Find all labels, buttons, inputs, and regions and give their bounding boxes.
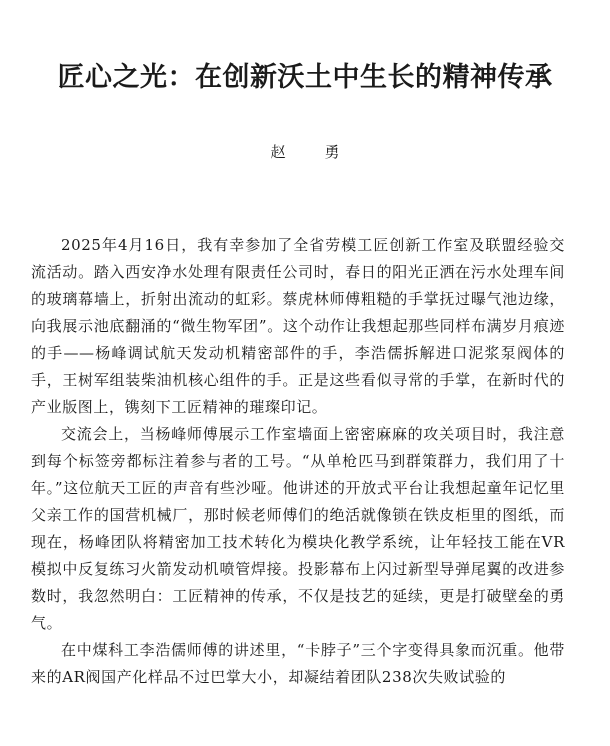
body-paragraph-2: 交流会上，当杨峰师傅展示工作室墙面上密密麻麻的攻关项目时，我注意到每个标签旁都标注着参与者的工号。“从单枪匹马到群策群力，我们用了十年。”这位航天工匠的声音有些沙哑。他讲述的开放式平台让我想起童年记忆里父亲工作的国营机械厂，那时候老师傅们的绝活就像锁在铁皮柜里的图纸，而现在，杨峰团队将精密加工技术转化为模块化教学系统，让年轻技工能在VR模拟中反复练习火箭发动机喷管焊接。投影幕布上闪过新型导弹尾翼的改进参数时，我忽然明白：工匠精神的传承，不仅是技艺的延续，更是打破壁垒的勇气。 [31, 425, 565, 632]
body-paragraph-3: 在中煤科工李浩儒师傅的讲述里，“卡脖子”三个字变得具象而沉重。他带来的AR阀国产化样品不过巴掌大小，却凝结着团队238次失败试验的 [31, 641, 565, 686]
body-paragraph-1: 2025年4月16日，我有幸参加了全省劳模工匠创新工作室及联盟经验交流活动。踏入西安净水处理有限责任公司时，春日的阳光正洒在污水处理车间的玻璃幕墙上，折射出流动的虹彩。蔡虎林师傅粗糙的手掌抚过曝气池边缘，向我展示池底翻涌的“微生物军团”。这个动作让我想起那些同样布满岁月痕迹的手——杨峰调试航天发动机精密部件的手，李浩儒拆解进口泥浆泵阀体的手，王树军组装柴油机核心组件的手。正是这些看似寻常的手掌，在新时代的产业版图上，镌刻下工匠精神的璀璨印记。 [31, 236, 565, 416]
article-title: 匠心之光：在创新沃土中生长的精神传承 [57, 62, 553, 93]
article-body [31, 232, 565, 691]
article-author: 赵 勇 [270, 143, 352, 161]
